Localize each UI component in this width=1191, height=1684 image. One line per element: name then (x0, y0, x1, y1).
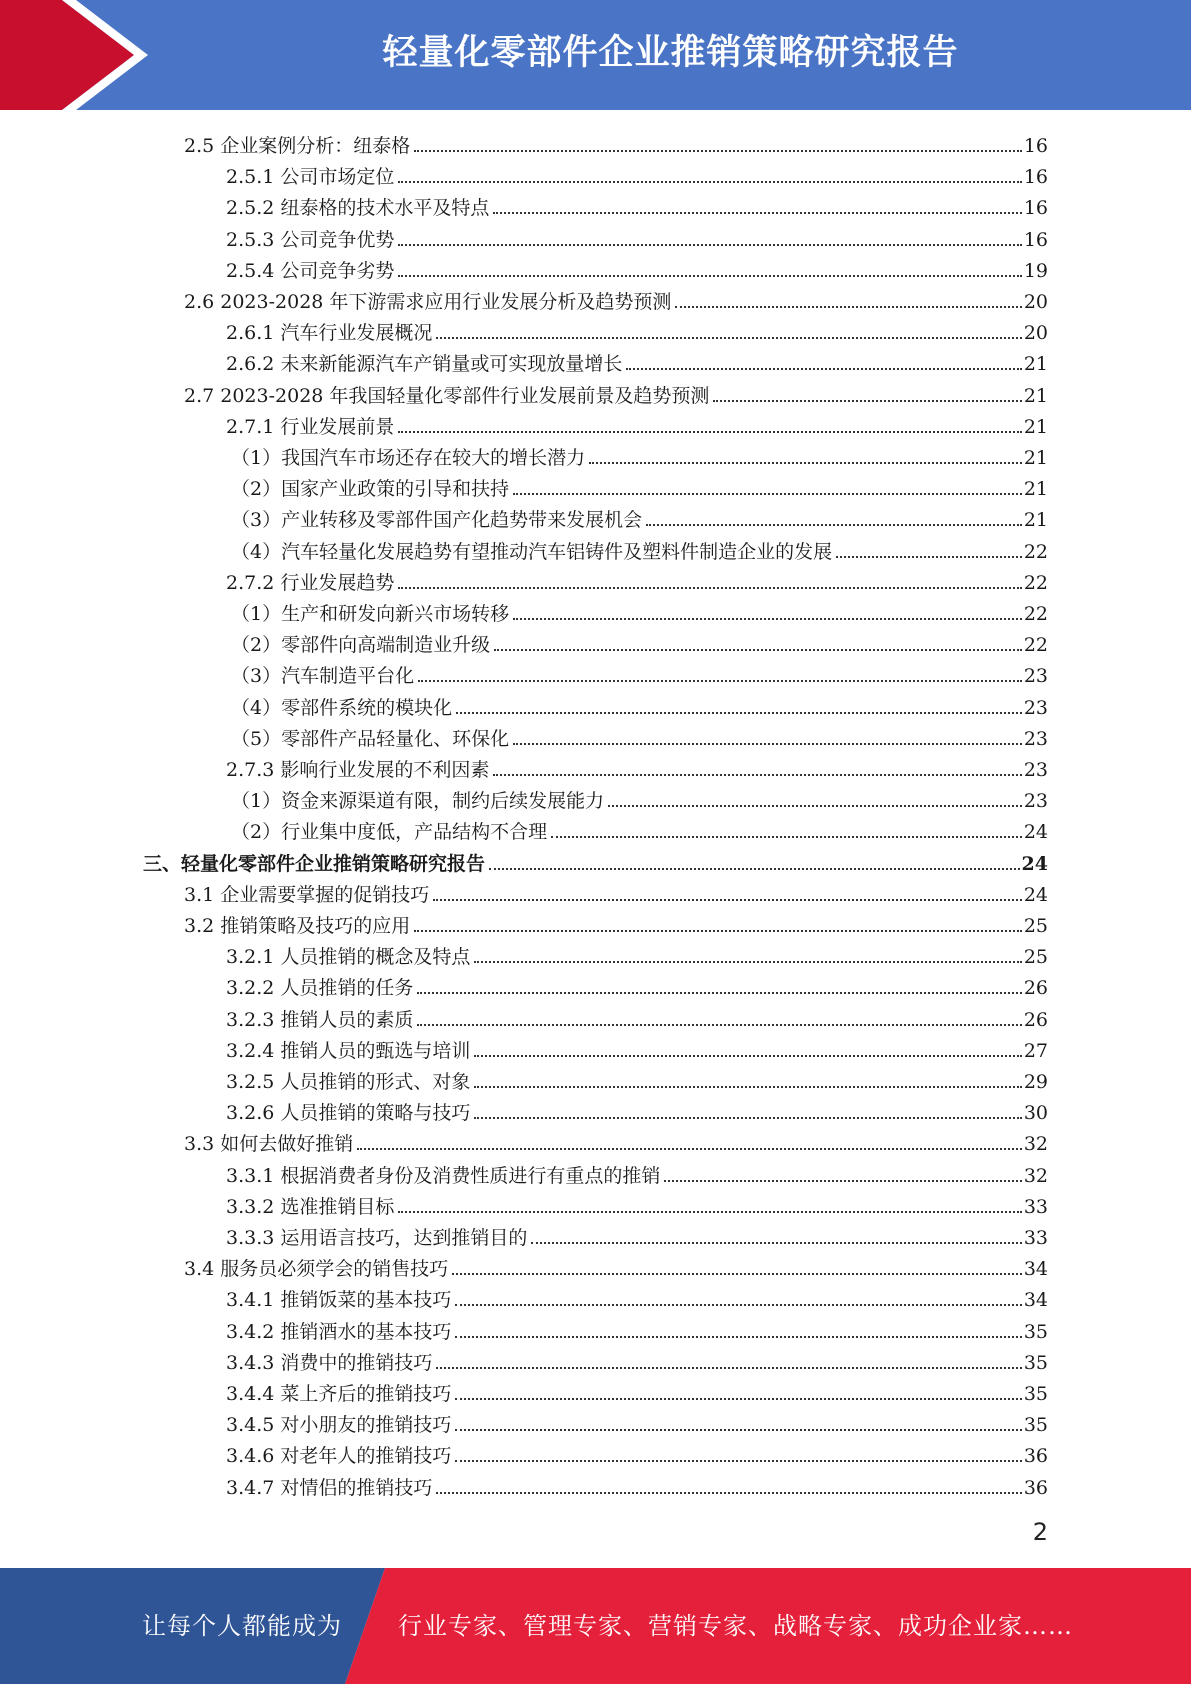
toc-dot-leader (713, 400, 1021, 402)
toc-dot-leader (398, 181, 1021, 183)
toc-entry[interactable] (231, 470, 1048, 501)
toc-entry-label: 3.4 服务员必须学会的销售技巧 (184, 1258, 449, 1281)
toc-entry[interactable] (184, 1125, 1048, 1156)
toc-dot-leader (398, 275, 1021, 277)
toc-dot-leader (513, 618, 1022, 620)
toc-entry-label: 3.3.3 运用语言技巧，达到推销目的 (226, 1227, 528, 1249)
toc-entry-page: 24 (1021, 852, 1048, 875)
toc-entry-page: 16 (1023, 228, 1048, 251)
toc-entry-label: 3.2.3 推销人员的素质 (226, 1008, 414, 1031)
toc-entry[interactable] (226, 1188, 1048, 1219)
page-header (0, 0, 1191, 110)
toc-entry-label: 3.4.1 推销饭菜的基本技巧 (226, 1289, 452, 1312)
toc-entry[interactable] (226, 1063, 1048, 1094)
toc-entry-label: （2）零部件向高端制造业升级 (231, 634, 491, 657)
toc-entry-label: 2.6.1 汽车行业发展概况 (226, 322, 433, 345)
toc-entry-label: 3.2.1 人员推销的概念及特点 (226, 946, 471, 969)
toc-entry-page: 23 (1023, 665, 1048, 688)
header-red-chevron (0, 0, 150, 110)
toc-dot-leader (531, 1242, 1021, 1244)
toc-entry-label: （1）资金来源渠道有限，制约后续发展能力 (231, 790, 605, 813)
toc-entry-page: 22 (1023, 634, 1048, 657)
toc-entry-label: 3.2.4 推销人员的甄选与培训 (226, 1039, 471, 1062)
toc-entry[interactable] (226, 969, 1048, 1000)
toc-entry[interactable] (226, 1001, 1048, 1032)
toc-entry[interactable] (231, 501, 1048, 532)
toc-entry-page: 36 (1023, 1476, 1048, 1499)
toc-entry-page: 25 (1023, 946, 1048, 969)
toc-entry-page: 21 (1023, 509, 1048, 532)
toc-entry-page: 26 (1023, 1008, 1048, 1031)
toc-entry-label: （1）生产和研发向新兴市场转移 (231, 603, 510, 625)
toc-entry-page: 16 (1023, 166, 1048, 189)
toc-entry[interactable] (226, 1437, 1048, 1468)
toc-entry[interactable] (226, 1406, 1048, 1437)
toc-entry-label: （5）零部件产品轻量化、环保化 (231, 727, 510, 750)
toc-entry[interactable] (184, 876, 1048, 907)
toc-entry[interactable] (226, 1032, 1048, 1063)
toc-entry-page: 29 (1023, 1071, 1048, 1093)
toc-dot-leader (664, 1180, 1021, 1182)
toc-entry-page: 34 (1023, 1289, 1048, 1312)
toc-entry-page: 20 (1023, 322, 1048, 345)
toc-dot-leader (398, 1211, 1021, 1213)
toc-entry-page: 22 (1023, 540, 1048, 563)
toc-entry-label: 2.5.1 公司市场定位 (226, 166, 395, 189)
toc-entry-page: 32 (1023, 1164, 1048, 1187)
toc-entry-label: 3.2.2 人员推销的任务 (226, 977, 414, 1000)
toc-entry[interactable] (226, 1157, 1048, 1188)
toc-dot-leader (414, 150, 1022, 152)
toc-entry-label: 3.3 如何去做好推销 (184, 1133, 354, 1156)
toc-entry[interactable] (226, 221, 1048, 252)
toc-dot-leader (436, 1492, 1021, 1494)
toc-entry-label: 3.4.6 对老年人的推销技巧 (226, 1445, 452, 1468)
toc-entry-label: （1）我国汽车市场还存在较大的增长潜力 (231, 447, 586, 469)
toc-entry-label: 3.4.4 菜上齐后的推销技巧 (226, 1383, 452, 1405)
toc-entry[interactable] (226, 564, 1048, 595)
toc-dot-leader (455, 1460, 1021, 1462)
toc-entry[interactable] (231, 626, 1048, 657)
toc-entry-label: 2.7.1 行业发展前景 (226, 415, 395, 438)
toc-entry[interactable] (226, 1313, 1048, 1344)
toc-dot-leader (433, 899, 1022, 901)
toc-entry-label: 3.4.3 消费中的推销技巧 (226, 1351, 433, 1374)
toc-entry-label: （4）零部件系统的模块化 (231, 696, 453, 719)
toc-entry-label: 3.4.2 推销酒水的基本技巧 (226, 1320, 452, 1343)
toc-dot-leader (474, 1117, 1021, 1119)
toc-dot-leader (646, 524, 1022, 526)
toc-entry-page: 26 (1023, 977, 1048, 1000)
toc-entry-label: 2.5.3 公司竞争优势 (226, 228, 395, 251)
toc-entry-label: （4）汽车轻量化发展趋势有望推动汽车铝铸件及塑料件制造企业的发展 (231, 540, 833, 563)
toc-entry-page: 23 (1023, 727, 1048, 750)
toc-entry[interactable] (231, 439, 1048, 470)
toc-entry[interactable] (231, 720, 1048, 751)
toc-entry-page: 21 (1023, 384, 1048, 407)
toc-dot-leader (398, 587, 1021, 589)
toc-entry[interactable] (184, 127, 1048, 158)
toc-entry-label: 3.2 推销策略及技巧的应用 (184, 915, 411, 937)
toc-entry-page: 16 (1023, 197, 1048, 220)
toc-entry-page: 16 (1023, 135, 1048, 157)
toc-dot-leader (474, 961, 1021, 963)
toc-entry-page: 24 (1023, 883, 1048, 906)
toc-dot-leader (836, 556, 1022, 558)
toc-dot-leader (455, 1304, 1021, 1306)
toc-dot-leader (414, 930, 1022, 932)
toc-entry-page: 21 (1023, 447, 1048, 469)
toc-entry-page: 23 (1023, 790, 1048, 813)
toc-dot-leader (493, 212, 1021, 214)
toc-dot-leader (456, 712, 1022, 714)
toc-entry[interactable] (231, 689, 1048, 720)
toc-entry-page: 35 (1023, 1414, 1048, 1437)
toc-entry[interactable] (226, 1281, 1048, 1312)
toc-dot-leader (452, 1273, 1022, 1275)
footer-slogan-left: 让每个人都能成为 (142, 1612, 342, 1640)
toc-entry-label: 3.4.5 对小朋友的推销技巧 (226, 1414, 452, 1437)
toc-dot-leader (589, 462, 1022, 464)
toc-entry[interactable] (184, 1250, 1048, 1281)
toc-entry[interactable] (226, 751, 1048, 782)
toc-entry-label: 三、轻量化零部件企业推销策略研究报告 (143, 852, 486, 875)
toc-entry-page: 34 (1023, 1258, 1048, 1281)
toc-entry-label: 2.7.2 行业发展趋势 (226, 571, 395, 594)
toc-dot-leader (398, 431, 1021, 433)
toc-entry[interactable] (231, 813, 1048, 844)
toc-entry-label: 3.3.2 选准推销目标 (226, 1195, 395, 1218)
toc-entry[interactable] (226, 1219, 1048, 1250)
toc-entry-label: 2.7.3 影响行业发展的不利因素 (226, 759, 490, 781)
toc-entry-page: 20 (1023, 291, 1048, 313)
toc-entry-label: 3.4.7 对情侣的推销技巧 (226, 1476, 433, 1499)
toc-entry[interactable] (226, 252, 1048, 283)
report-title: 轻量化零部件企业推销策略研究报告 (382, 33, 959, 73)
toc-dot-leader (417, 1024, 1021, 1026)
toc-dot-leader (513, 743, 1022, 745)
toc-entry-page: 21 (1023, 415, 1048, 438)
toc-dot-leader (513, 493, 1022, 495)
toc-dot-leader (493, 774, 1021, 776)
toc-entry-label: 2.5 企业案例分析：纽泰格 (184, 135, 411, 157)
toc-entry-page: 24 (1023, 821, 1048, 844)
toc-entry-label: 2.5.4 公司竞争劣势 (226, 259, 395, 282)
toc-entry[interactable] (226, 938, 1048, 969)
toc-entry[interactable] (226, 314, 1048, 345)
toc-entry[interactable] (184, 283, 1048, 314)
toc-entry-page: 33 (1023, 1227, 1048, 1249)
toc-entry-page: 19 (1023, 259, 1048, 282)
toc-entry[interactable] (226, 408, 1048, 439)
toc-dot-leader (474, 1086, 1021, 1088)
page-footer (0, 1568, 1191, 1684)
toc-entry-label: 3.3.1 根据消费者身份及消费性质进行有重点的推销 (226, 1164, 661, 1187)
toc-entry-page: 30 (1023, 1102, 1048, 1125)
toc-dot-leader (398, 244, 1021, 246)
toc-entry-page: 27 (1023, 1039, 1048, 1062)
toc-entry[interactable] (226, 1344, 1048, 1375)
toc-dot-leader (417, 992, 1021, 994)
toc-dot-leader (494, 649, 1022, 651)
toc-entry-label: 2.6.2 未来新能源汽车产销量或可实现放量增长 (226, 353, 623, 376)
toc-entry-page: 22 (1023, 571, 1048, 594)
toc-entry[interactable] (226, 158, 1048, 189)
toc-entry-label: 2.6 2023-2028 年下游需求应用行业发展分析及趋势预测 (184, 291, 672, 313)
toc-entry[interactable] (231, 533, 1048, 564)
footer-slogan-right: 行业专家、管理专家、营销专家、战略专家、成功企业家…… (398, 1612, 1073, 1640)
toc-dot-leader (436, 337, 1021, 339)
toc-dot-leader (608, 805, 1022, 807)
toc-dot-leader (418, 680, 1022, 682)
toc-entry[interactable] (226, 1094, 1048, 1125)
toc-entry-page: 21 (1023, 478, 1048, 501)
toc-dot-leader (455, 1336, 1021, 1338)
toc-dot-leader (436, 1367, 1021, 1369)
toc-dot-leader (489, 868, 1020, 870)
page-number: 2 (1032, 1518, 1048, 1546)
toc-entry[interactable] (184, 377, 1048, 408)
toc-entry-label: （3）产业转移及零部件国产化趋势带来发展机会 (231, 509, 643, 532)
toc-entry-label: （2）国家产业政策的引导和扶持 (231, 478, 510, 501)
toc-entry-page: 33 (1023, 1195, 1048, 1218)
toc-entry-label: 3.2.6 人员推销的策略与技巧 (226, 1102, 471, 1125)
toc-entry[interactable] (184, 907, 1048, 938)
toc-entry-label: 2.5.2 纽泰格的技术水平及特点 (226, 197, 490, 220)
toc-entry[interactable] (226, 189, 1048, 220)
toc-entry-page: 23 (1023, 696, 1048, 719)
toc-entry-label: 2.7 2023-2028 年我国轻量化零部件行业发展前景及趋势预测 (184, 384, 710, 407)
toc-dot-leader (455, 1398, 1021, 1400)
toc-entry-label: （3）汽车制造平台化 (231, 665, 415, 688)
toc-dot-leader (551, 836, 1022, 838)
toc-entry[interactable] (226, 1375, 1048, 1406)
toc-entry-page: 35 (1023, 1351, 1048, 1374)
toc-entry[interactable] (143, 845, 1048, 876)
toc-entry[interactable] (226, 1469, 1048, 1500)
toc-entry[interactable] (231, 657, 1048, 688)
toc-dot-leader (357, 1148, 1022, 1150)
toc-entry-page: 21 (1023, 353, 1048, 376)
toc-entry-page: 22 (1023, 603, 1048, 625)
toc-dot-leader (626, 368, 1021, 370)
toc-entry-page: 25 (1023, 915, 1048, 937)
toc-entry[interactable] (226, 345, 1048, 376)
toc-entry-page: 23 (1023, 759, 1048, 781)
toc-dot-leader (675, 306, 1021, 308)
toc-dot-leader (474, 1055, 1021, 1057)
toc-entry-label: 3.1 企业需要掌握的促销技巧 (184, 883, 430, 906)
toc-dot-leader (455, 1429, 1021, 1431)
toc-entry[interactable] (231, 782, 1048, 813)
toc-entry-page: 36 (1023, 1445, 1048, 1468)
toc-entry-page: 35 (1023, 1320, 1048, 1343)
toc-entry-label: 3.2.5 人员推销的形式、对象 (226, 1071, 471, 1093)
toc-entry-label: （2）行业集中度低，产品结构不合理 (231, 821, 548, 844)
toc-entry[interactable] (231, 595, 1048, 626)
toc-entry-page: 35 (1023, 1383, 1048, 1405)
toc-entry-page: 32 (1023, 1133, 1048, 1156)
